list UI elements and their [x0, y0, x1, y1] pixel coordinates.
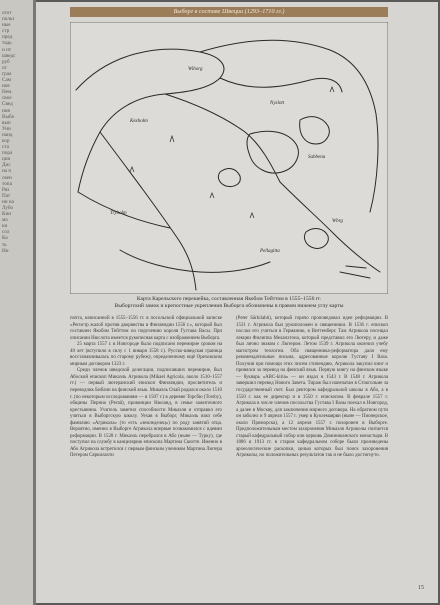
- previous-page-line: свое: [2, 95, 12, 102]
- map-label: Sabbena: [308, 155, 326, 160]
- previous-page-line: Ка: [2, 235, 8, 242]
- map-label: Wbrg: [332, 219, 343, 224]
- previous-page-line: Выбо: [2, 113, 15, 120]
- previous-page-line: сол: [2, 229, 10, 236]
- previous-page-line: Дис: [2, 162, 11, 169]
- previous-page-line: стр: [2, 28, 10, 35]
- previous-page-line: нанд: [2, 131, 13, 138]
- previous-page-line: на п: [2, 168, 12, 175]
- previous-page-line: свен: [2, 174, 12, 181]
- previous-page-line: польз: [2, 16, 15, 23]
- paragraph: Среди членов шведской делегации, подписавших перемирие, был Абоский епископ Микаэль Агрикола (Mikael Agricola, около 1510–1557 гг.) — первый лютеранский епископ Финляндии, просветитель и переводчик Библии на финский язык. Микаэль Олай родился около 1510 г. (по некоторым исследованиям — в 1507 г.) в деревне Торсбю (Torsby), общины Пернио (Pernå), провинции Нюланд, в семье зажиточного крестьянина. Учитель заметил способности Микаэля и отправил его учиться в Выборгскую школу. Уехав в Выборг, Микаэль взял себе фамилию «Агрикола» (то есть «земледелец») по роду занятий отца. Вероятно, именно в Выборге Агрикола впервые познакомился с идеями реформации. В 1528 г. Микаэль перебрался в Або (ныне — Турку), где поступил на службу в канцелярию епископа Мартина Скютте. Именно в Або Агрикола встретился с первым финским учеником Мартина Лютера Петером Сяркилахти: [70, 368, 222, 459]
- map-label: Nyslott: [270, 101, 285, 106]
- previous-page-line: ста: [2, 144, 9, 151]
- previous-page-line: Нем.: [2, 89, 13, 96]
- previous-page-line: пора: [2, 150, 13, 157]
- previous-page-line: Уни: [2, 125, 11, 132]
- previous-page-line: ные: [2, 22, 11, 29]
- previous-page-line: Кии: [2, 211, 12, 218]
- previous-page-line: и нт: [2, 46, 12, 53]
- running-title: Выборг в составе Швеции (1293–1710 гг.): [173, 8, 285, 15]
- map-label: Tryholm: [110, 211, 127, 216]
- previous-page-line: ни на: [2, 198, 14, 205]
- text-column-right: [236, 316, 388, 460]
- previous-page-line: кор: [2, 137, 10, 144]
- previous-page-line: вып: [2, 119, 11, 126]
- previous-page-line: Сам: [2, 77, 12, 84]
- previous-page-line: ние: [2, 83, 10, 90]
- paragraph: почта, написанной в 1555–1556 гг. в посольской официальной записке «Регистр жалоб против дворянства в Финляндии 1556 г.», который был составлен Якобом Тейттом по поручению короля Густава Васы. При описании Нюслота имеется рукописная карта с изображением Выборга.: [70, 316, 222, 341]
- previous-page-line: пред: [2, 34, 13, 41]
- map-frame: [70, 22, 388, 294]
- previous-page-line: Лубо: [2, 205, 14, 211]
- map-label: Kexholm: [130, 119, 148, 124]
- previous-page-line: Свед: [2, 101, 13, 108]
- running-header: [70, 7, 388, 17]
- map-caption-line1: Карта Карельского перешейка, составленная Якобом Тейттом в 1555–1556 гг.: [136, 296, 322, 302]
- map-caption-line2: Выборгский замок и крепостные укрепления Выборга обозначены в правом нижнем углу карты: [114, 303, 344, 309]
- previous-page-line: огот: [2, 10, 12, 16]
- previous-page-line: шведс: [2, 52, 16, 59]
- paragraph: (Peter Särkilahti), который горячо проповедовал идеи реформации. В 1531 г. Агрикола был рукоположен в священники. В 1536 г. епископ послал его учиться в Германию, в Виттенберг. Там Агрикола посещал лекции Филиппа Меланхтона, который представил его Лютеру, и даже был лично знаком с Лютером. Летом 1539 г. Агрикола окончил учебу магистром теологии. Оба священника-реформатора дали ему рекомендательные письма, адресованные королю Густаву I Ваза. Получив при помощи этих писем стипендию, Агрикола закупил книг и принялся за перевод на финский язык. Первую книгу на финском языке — букварь «ABC-kiria» — он издал в 1543 г. В 1548 г. Агрикола завершил перевод Нового Завета. Тираж был напечатан в Стокгольме за государственный счет. Был ректором кафедральной школы в Або, а в 1550 г. как ее директор и в 1550 г. епископом. В феврале 1557 г. Агрикола в числе членов посольства Густава I Вазы поехал в Новгород, а далее в Москву, для заключения мирного договора. На обратном пути он заболел и 9 апреля 1557 г. умер в Куолемаярви (ныне — Пионерское, около Приморска), а 12 апреля 1557 г. похоронен в Выборге. Предположительным местом захоронения Микаэля Агриколы считается старый кафедральный собор или церковь Доминиканского монастыря. В 1886 и 1913 гг. в старом кафедральном соборе были произведены археологические раскопки, целью которых был поиск захоронения Агриколы, но положительных результатов так и не было достигнуто.: [236, 316, 388, 459]
- page-number: 15: [418, 585, 424, 591]
- previous-page-line: руб: [2, 58, 10, 65]
- previous-page-line: Пат: [2, 192, 11, 199]
- previous-page-line: ции: [2, 156, 11, 163]
- previous-page-line: от: [2, 64, 7, 71]
- previous-page-line: Ряз: [2, 186, 10, 193]
- previous-page-line: ть: [2, 241, 7, 248]
- previous-page-line: ния: [2, 107, 10, 114]
- paragraph: 25 марта 1557 г. в Новгороде было подписано перемирие сроком на 40 лет (вступило в силу с 1 января 1558 г.). Русско-шведская граница восстанавливалась по старому рубежу, определенному ещё Ореховским мирным договором 1323 г.: [70, 342, 222, 367]
- map-caption: [70, 296, 388, 310]
- previous-page-line: тадь: [2, 40, 12, 47]
- previous-page-line: Ни: [2, 247, 9, 254]
- previous-page-line: граа: [2, 70, 12, 77]
- karelian-isthmus-map: [70, 22, 388, 294]
- map-label: Pellagitta: [260, 249, 280, 254]
- previous-page-line: топа: [2, 180, 12, 187]
- text-column-left: [70, 316, 222, 460]
- previous-page-line: мо: [2, 217, 8, 224]
- map-label: Wiborg: [188, 67, 203, 72]
- previous-page-line: ки: [2, 223, 8, 230]
